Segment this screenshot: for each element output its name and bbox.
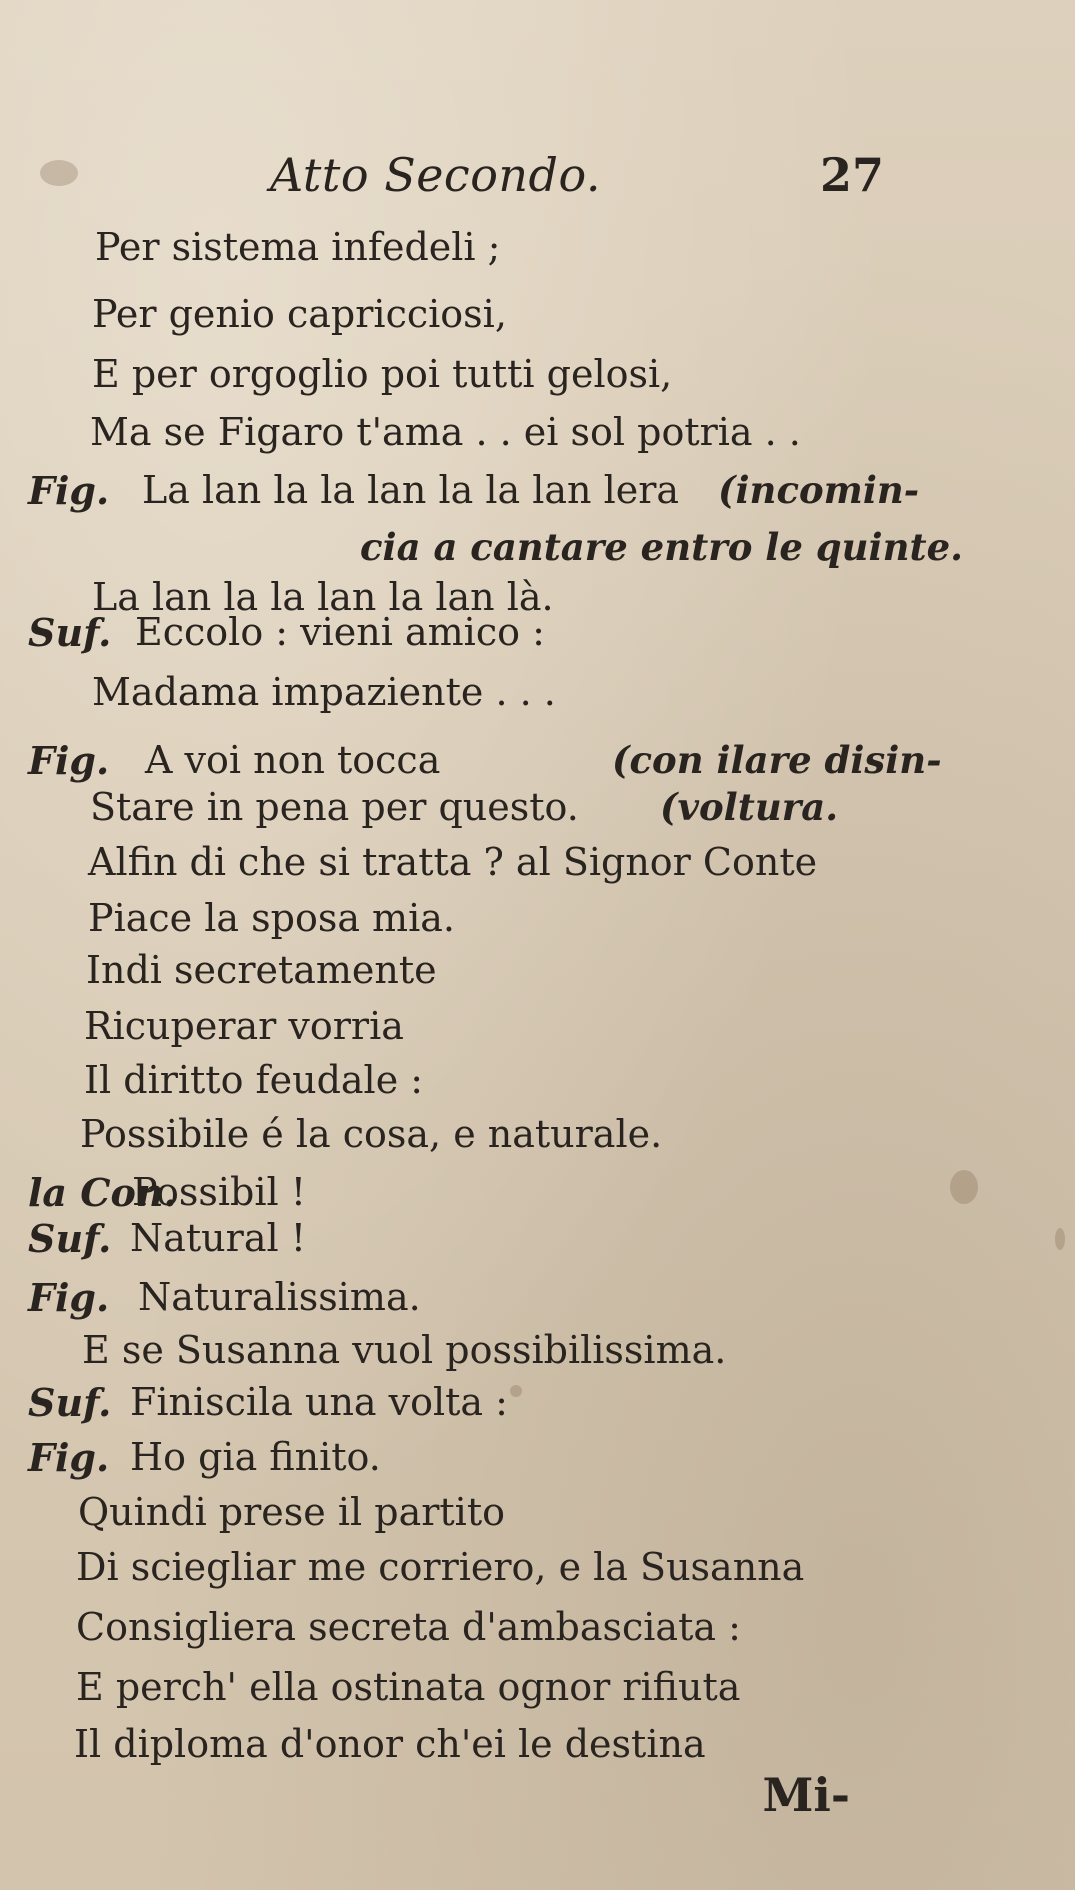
verse-text: La lan la la lan la la lan lera	[142, 468, 680, 512]
verse-line	[0, 1004, 1075, 1066]
verse-text: Il diploma d'onor ch'ei le destina	[74, 1722, 706, 1766]
verse-text: Eccolo : vieni amico :	[135, 610, 545, 654]
stage-direction: (incomin-	[718, 468, 920, 512]
verse-text: La lan la la lan la lan là.	[92, 575, 554, 619]
verse-line	[0, 1058, 1075, 1120]
verse-text: Stare in pena per questo.	[90, 785, 579, 829]
verse-text: Possibile é la cosa, e naturale.	[80, 1112, 663, 1156]
speaker-label: Fig.	[28, 1275, 110, 1320]
verse-line	[0, 948, 1075, 1010]
verse-text: Possibil !	[132, 1170, 307, 1214]
verse-text: Finiscila una volta :	[130, 1380, 508, 1424]
speaker-label: Suf.	[28, 610, 112, 655]
speaker-label: Fig.	[28, 1435, 110, 1480]
verse-line	[0, 1380, 1075, 1442]
verse-line	[0, 670, 1075, 732]
verse-line	[0, 1435, 1075, 1497]
verse-line	[0, 1112, 1075, 1174]
verse-text: Quindi prese il partito	[78, 1490, 505, 1534]
verse-text: Ho gia finito.	[130, 1435, 381, 1479]
verse-text: Di sciegliar me corriero, e la Susanna	[76, 1545, 805, 1589]
verse-line	[0, 610, 1075, 672]
verse-line	[0, 1490, 1075, 1552]
verse-text: Il diritto feudale :	[84, 1058, 424, 1102]
verse-line	[0, 225, 1075, 287]
verse-text: Per genio capricciosi,	[92, 292, 507, 336]
verse-text: Indi secretamente	[86, 948, 437, 992]
speaker-label: Suf.	[28, 1216, 112, 1261]
verse-text: Madama impaziente . . .	[92, 670, 556, 714]
verse-text: Ricuperar vorria	[84, 1004, 404, 1048]
verse-text: Piace la sposa mia.	[88, 896, 455, 940]
speaker-label: Fig.	[28, 468, 110, 513]
verse-text: Per sistema infedeli ;	[95, 225, 501, 269]
running-title: Atto Secondo.	[270, 148, 601, 202]
page-header	[270, 148, 890, 208]
speaker-label: Fig.	[28, 738, 110, 783]
verse-line	[0, 840, 1075, 902]
verse-line	[0, 468, 1075, 530]
verse-line	[0, 1665, 1075, 1727]
page-number: 27	[819, 148, 884, 202]
verse-line	[0, 785, 1075, 847]
verse-text: Ma se Figaro t'ama . . ei sol potria . .	[90, 410, 801, 454]
verse-text: A voi non tocca	[145, 738, 441, 782]
verse-line	[0, 410, 1075, 472]
verse-text: Alfin di che si tratta ? al Signor Conte	[88, 840, 818, 884]
stage-direction: (voltura.	[660, 785, 839, 829]
verse-text: E se Susanna vuol possibilissima.	[82, 1328, 727, 1372]
verse-text: E per orgoglio poi tutti gelosi,	[92, 352, 673, 396]
speaker-label: Suf.	[28, 1380, 112, 1425]
verse-text: Natural !	[130, 1216, 306, 1260]
verse-text: Naturalissima.	[138, 1275, 421, 1319]
verse-line	[0, 1545, 1075, 1607]
verse-text: Consigliera secreta d'ambasciata :	[76, 1605, 741, 1649]
verse-line	[0, 1216, 1075, 1278]
speaker-label: la Con.	[28, 1170, 177, 1215]
catchword: Mi-	[762, 1768, 850, 1822]
verse-text: E perch' ella ostinata ognor rifiuta	[76, 1665, 741, 1709]
verse-line	[0, 1605, 1075, 1667]
stage-direction: (con ilare disin-	[612, 738, 942, 782]
verse-line	[0, 292, 1075, 354]
verse-line	[0, 352, 1075, 414]
verse-line	[0, 1722, 1075, 1784]
stage-direction: cia a cantare entro le quinte.	[360, 525, 963, 569]
